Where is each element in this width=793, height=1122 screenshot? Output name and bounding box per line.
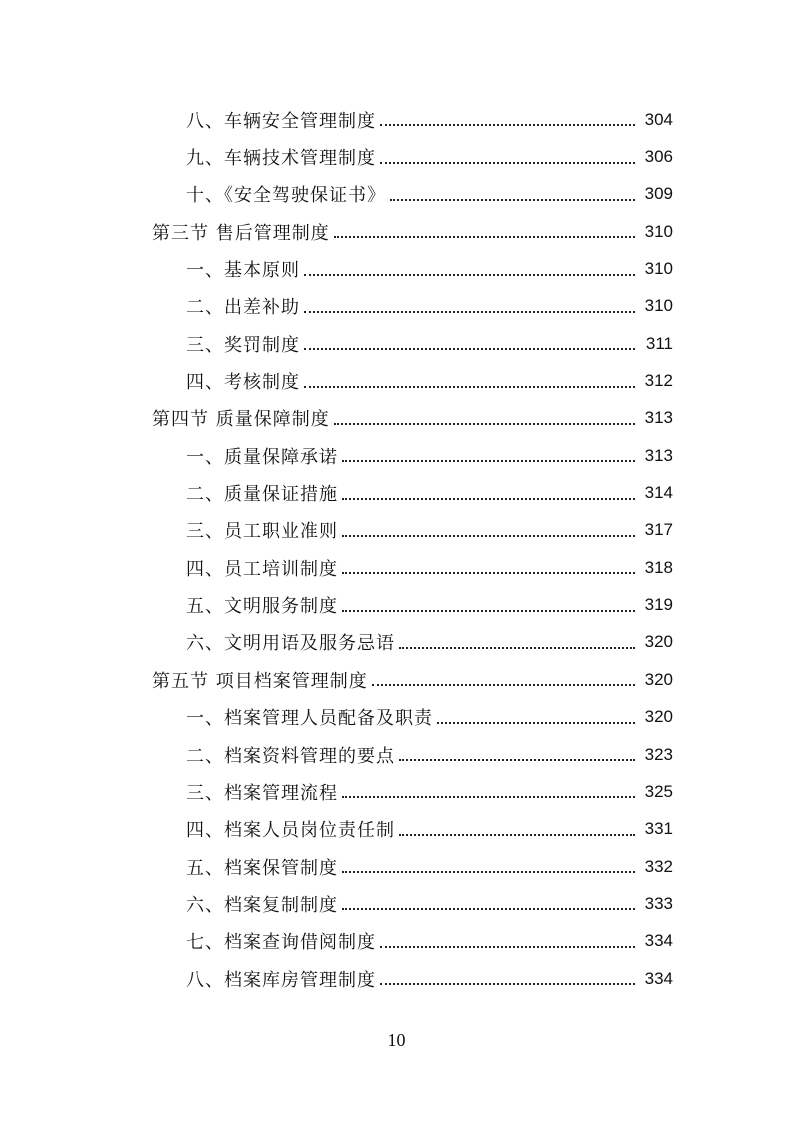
toc-entry-page: 310 <box>644 221 673 241</box>
toc-entry-label: 第五节 项目档案管理制度 <box>152 670 368 692</box>
toc-entry[interactable] <box>0 437 793 474</box>
toc-entry-label: 三、员工职业准则 <box>186 521 338 543</box>
toc-entry-label: 第四节 质量保障制度 <box>152 409 330 431</box>
toc-entry[interactable] <box>0 624 793 661</box>
dot-leader <box>342 534 635 537</box>
toc-entry-page: 320 <box>644 707 673 727</box>
dot-leader <box>342 609 635 612</box>
toc-entry-page: 311 <box>645 333 673 353</box>
toc-entry[interactable] <box>0 586 793 623</box>
toc-entry-label: 六、档案复制制度 <box>186 894 338 916</box>
toc-entry-label: 五、文明服务制度 <box>186 596 338 618</box>
dot-leader <box>399 646 635 649</box>
page-number: 10 <box>387 1030 406 1050</box>
toc-entry[interactable] <box>0 250 793 287</box>
toc-entry-page: 310 <box>644 259 673 279</box>
toc-entry[interactable] <box>0 474 793 511</box>
toc-entry[interactable] <box>0 736 793 773</box>
toc-section-entry[interactable] <box>0 661 793 698</box>
dot-leader <box>342 795 635 798</box>
toc-entry-label: 四、档案人员岗位责任制 <box>186 820 395 842</box>
toc-entry-label: 第三节 售后管理制度 <box>152 222 330 244</box>
dot-leader <box>342 870 635 873</box>
dot-leader <box>334 235 635 238</box>
toc-entry-label: 六、文明用语及服务忌语 <box>186 633 395 655</box>
toc-entry-page: 325 <box>644 781 673 801</box>
dot-leader <box>380 123 635 126</box>
dot-leader <box>399 833 635 836</box>
dot-leader <box>380 945 635 948</box>
toc-entry-label: 七、档案查询借阅制度 <box>186 932 376 954</box>
dot-leader <box>342 459 635 462</box>
toc-entry[interactable] <box>0 811 793 848</box>
dot-leader <box>304 385 635 388</box>
toc-entry-label: 九、车辆技术管理制度 <box>186 148 376 170</box>
toc-entry-label: 五、档案保管制度 <box>186 857 338 879</box>
toc-entry-page: 334 <box>644 968 673 988</box>
toc-entry-page: 309 <box>644 184 673 204</box>
toc-entry-label: 二、质量保证措施 <box>186 484 338 506</box>
dot-leader <box>334 422 635 425</box>
toc-entry[interactable] <box>0 325 793 362</box>
dot-leader <box>342 497 635 500</box>
toc-entry-label: 三、档案管理流程 <box>186 782 338 804</box>
toc-entry[interactable] <box>0 923 793 960</box>
toc-entry[interactable] <box>0 960 793 997</box>
toc-entry[interactable] <box>0 512 793 549</box>
toc-entry[interactable] <box>0 288 793 325</box>
toc-entry-label: 十、《安全驾驶保证书》 <box>186 185 386 207</box>
toc-entry[interactable] <box>0 773 793 810</box>
toc-entry[interactable] <box>0 362 793 399</box>
toc-entry[interactable] <box>0 848 793 885</box>
dot-leader <box>342 571 635 574</box>
dot-leader <box>437 721 635 724</box>
dot-leader <box>399 758 635 761</box>
toc-entry-label: 四、员工培训制度 <box>186 558 338 580</box>
toc-entry-page: 312 <box>644 371 673 391</box>
toc-entry-page: 317 <box>644 520 673 540</box>
toc-entry[interactable] <box>0 549 793 586</box>
dot-leader <box>380 982 635 985</box>
dot-leader <box>372 683 635 686</box>
toc-entry-label: 八、档案库房管理制度 <box>186 969 376 991</box>
toc-entry-page: 331 <box>644 819 673 839</box>
toc-entry-label: 二、出差补助 <box>186 297 300 319</box>
toc-entry-label: 一、档案管理人员配备及职责 <box>186 708 433 730</box>
toc-entry-label: 二、档案资料管理的要点 <box>186 745 395 767</box>
toc-entry-page: 310 <box>644 296 673 316</box>
toc-section-entry[interactable] <box>0 213 793 250</box>
dot-leader <box>380 161 635 164</box>
dot-leader <box>342 907 635 910</box>
dot-leader <box>304 347 635 350</box>
toc-entry[interactable] <box>0 138 793 175</box>
toc-entry-label: 一、质量保障承诺 <box>186 446 338 468</box>
dot-leader <box>304 310 635 313</box>
toc-entry-page: 320 <box>644 632 673 652</box>
toc-entry-page: 314 <box>644 483 673 503</box>
table-of-contents <box>0 101 793 997</box>
toc-entry-page: 320 <box>644 669 673 689</box>
toc-entry-page: 323 <box>644 744 673 764</box>
toc-entry-label: 三、奖罚制度 <box>186 334 300 356</box>
toc-entry-page: 318 <box>644 557 673 577</box>
dot-leader <box>390 198 635 201</box>
toc-entry[interactable] <box>0 699 793 736</box>
toc-entry[interactable] <box>0 176 793 213</box>
toc-entry-page: 306 <box>644 147 673 167</box>
dot-leader <box>304 273 635 276</box>
toc-entry-label: 四、考核制度 <box>186 372 300 394</box>
toc-entry[interactable] <box>0 101 793 138</box>
toc-entry-page: 319 <box>644 595 673 615</box>
toc-entry-label: 一、基本原则 <box>186 260 300 282</box>
toc-entry-page: 313 <box>644 408 673 428</box>
toc-entry-page: 332 <box>644 856 673 876</box>
toc-entry-page: 304 <box>644 109 673 129</box>
toc-entry-page: 333 <box>644 893 673 913</box>
toc-entry-page: 334 <box>644 931 673 951</box>
toc-entry[interactable] <box>0 885 793 922</box>
toc-entry-label: 八、车辆安全管理制度 <box>186 110 376 132</box>
toc-entry-page: 313 <box>644 445 673 465</box>
toc-section-entry[interactable] <box>0 400 793 437</box>
